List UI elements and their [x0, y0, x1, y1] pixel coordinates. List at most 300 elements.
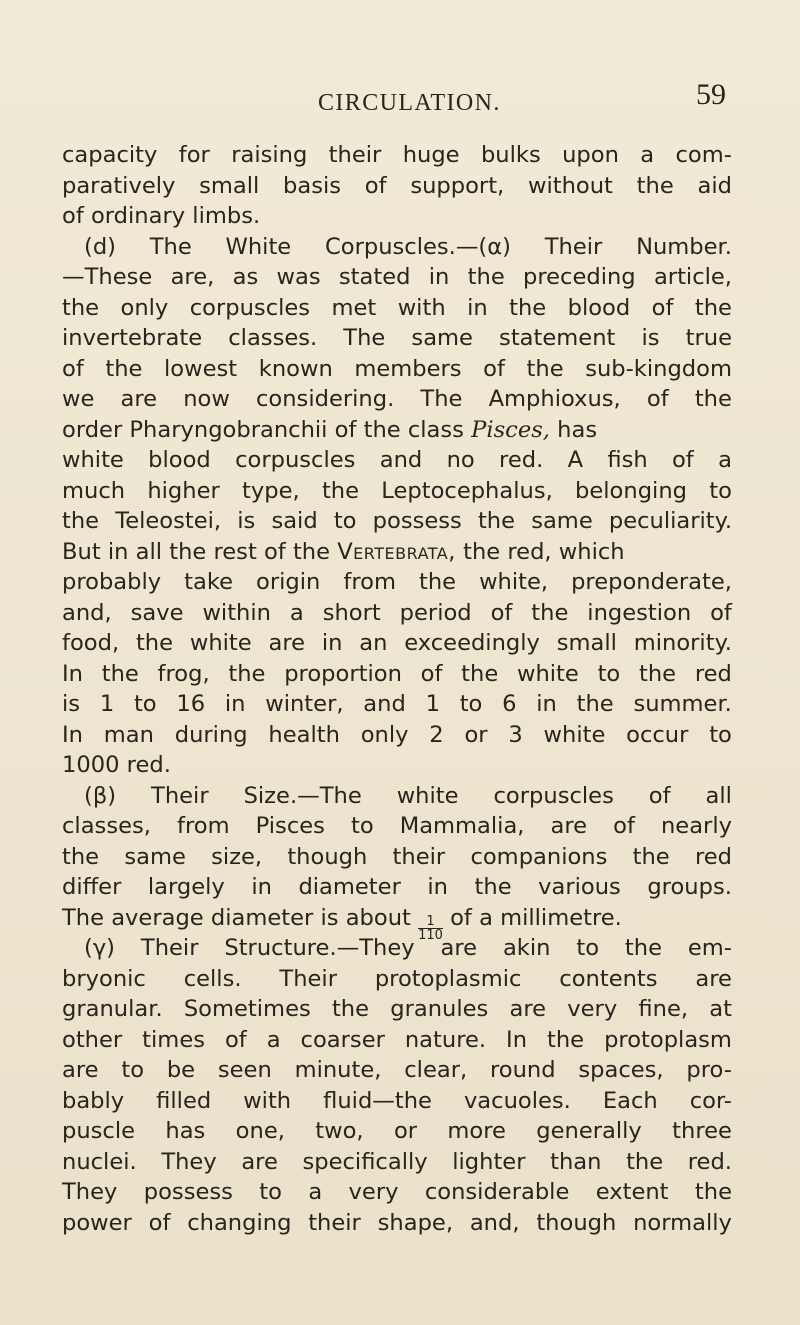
- word: met: [331, 294, 377, 321]
- word: of: [648, 782, 671, 809]
- word: groups.: [647, 874, 732, 900]
- word: protoplasm: [604, 1026, 732, 1053]
- word: winter,: [265, 691, 344, 717]
- word: the: [509, 294, 547, 321]
- text-line: [62, 1147, 732, 1178]
- text-span: The average diameter is about: [62, 904, 411, 931]
- word: are: [268, 630, 306, 656]
- word: with: [397, 294, 446, 321]
- word: are: [120, 386, 158, 412]
- word: specifically: [302, 1148, 428, 1175]
- word: spaces,: [578, 1057, 664, 1083]
- word: 3: [508, 721, 523, 748]
- fraction: [418, 915, 443, 942]
- word: largely: [147, 874, 225, 900]
- page-number: 59: [696, 78, 726, 111]
- word: of: [224, 1026, 247, 1053]
- word: contents: [559, 965, 658, 992]
- word: raising: [231, 142, 308, 168]
- text-line: [62, 384, 732, 415]
- word: fluid—the: [323, 1087, 432, 1114]
- word: the: [228, 660, 266, 687]
- word: 6: [502, 691, 517, 717]
- text-line: [62, 720, 732, 751]
- word: are: [509, 996, 547, 1022]
- text-line: [62, 781, 732, 812]
- word: of: [483, 355, 505, 382]
- word: to: [459, 691, 483, 717]
- word: for: [178, 142, 210, 168]
- word: in: [321, 630, 343, 656]
- word: 16: [176, 691, 206, 717]
- word: white: [516, 660, 579, 687]
- word: huge: [402, 142, 460, 168]
- text-line: [62, 1177, 732, 1208]
- word: white,: [479, 569, 549, 595]
- word: differ: [62, 874, 122, 900]
- word: true: [685, 325, 732, 351]
- word: A: [567, 447, 584, 473]
- word: in: [467, 294, 488, 321]
- word: Corpuscles.—(α): [324, 233, 511, 260]
- text-line: [62, 598, 732, 629]
- word: the: [694, 1179, 732, 1205]
- text-line: [62, 811, 732, 842]
- word: without: [527, 172, 613, 199]
- word: two,: [315, 1118, 364, 1144]
- word: lighter: [452, 1148, 526, 1175]
- word: are: [440, 935, 478, 961]
- word: higher: [147, 477, 220, 504]
- word: from: [343, 569, 396, 595]
- word: occur: [626, 721, 689, 748]
- word: red: [694, 843, 732, 870]
- word: nearly: [660, 813, 732, 839]
- word: shape,: [377, 1209, 454, 1236]
- word: than: [550, 1148, 602, 1175]
- word: a: [289, 599, 304, 626]
- word: and,: [469, 1209, 520, 1236]
- word: period: [399, 599, 472, 626]
- word: The: [420, 386, 463, 412]
- word: Sometimes: [183, 996, 311, 1022]
- word: a: [308, 1179, 323, 1205]
- word: more: [447, 1118, 506, 1144]
- word: to: [350, 813, 374, 839]
- text-line: [62, 476, 732, 507]
- text-line: [62, 354, 732, 385]
- word: and: [363, 691, 406, 717]
- text-line: [62, 262, 732, 293]
- word: was: [276, 264, 321, 290]
- fraction-numerator: 1: [418, 915, 443, 929]
- word: be: [166, 1057, 196, 1083]
- word: in: [536, 691, 557, 717]
- word: to: [597, 660, 621, 687]
- word: all: [705, 782, 732, 809]
- word: are: [62, 1057, 99, 1083]
- word: frog,: [157, 660, 210, 687]
- word: the: [624, 935, 662, 961]
- word: the: [62, 294, 100, 321]
- word: the: [105, 355, 143, 382]
- word: pro-: [686, 1057, 732, 1083]
- word: with: [243, 1087, 292, 1114]
- word: of: [613, 813, 635, 839]
- word: red: [694, 660, 732, 687]
- word: though: [536, 1209, 617, 1236]
- word: of: [420, 660, 443, 687]
- word: to: [709, 721, 732, 748]
- word: preponderate,: [571, 569, 732, 595]
- word: belonging: [575, 477, 687, 504]
- word: com-: [675, 142, 732, 168]
- word: seen: [217, 1057, 272, 1083]
- text-line: [62, 1116, 732, 1147]
- word: statement: [499, 325, 616, 351]
- word: exceedingly: [404, 630, 540, 656]
- word: only: [120, 294, 169, 321]
- word: various: [538, 874, 621, 900]
- text-line: [62, 1025, 732, 1056]
- word: of: [490, 599, 513, 626]
- word: basis: [283, 172, 342, 199]
- text-line: [62, 323, 732, 354]
- text-line: [62, 659, 732, 690]
- word: diameter: [298, 874, 401, 900]
- word: of: [651, 294, 674, 321]
- text-span: But in all the rest of the: [62, 538, 331, 565]
- word: an: [359, 630, 388, 656]
- word: Leptocephalus,: [381, 477, 553, 504]
- body-text: [62, 140, 732, 1238]
- word: other: [62, 1026, 123, 1053]
- word: in: [251, 874, 272, 900]
- text-line: [62, 628, 732, 659]
- word: type,: [242, 477, 300, 504]
- word: nature.: [404, 1026, 487, 1053]
- word: white: [189, 630, 252, 656]
- word: the: [531, 599, 569, 626]
- word: a: [640, 142, 655, 168]
- word: Their: [544, 233, 603, 260]
- word: though: [287, 843, 368, 870]
- word: and: [379, 447, 423, 473]
- word: of: [671, 447, 694, 473]
- word: Pisces: [255, 813, 325, 839]
- word: They: [161, 1148, 217, 1175]
- word: the: [526, 355, 564, 382]
- word: Each: [602, 1087, 658, 1114]
- word: their: [308, 1209, 361, 1236]
- word: times: [142, 1026, 205, 1053]
- word: aid: [697, 172, 732, 199]
- word: bryonic: [62, 965, 146, 992]
- word: the: [461, 660, 499, 687]
- word: three: [672, 1118, 732, 1144]
- word: one,: [235, 1118, 285, 1144]
- word: (d): [84, 233, 116, 260]
- word: nuclei.: [62, 1148, 137, 1175]
- word: Mammalia,: [399, 813, 525, 839]
- text-line: [62, 689, 732, 720]
- word: of: [710, 599, 732, 626]
- word: coarser: [300, 1026, 385, 1053]
- word: changing: [187, 1209, 292, 1236]
- word: white: [543, 721, 606, 748]
- word: 2: [429, 721, 444, 748]
- word: said: [271, 508, 318, 534]
- word: vacuoles.: [463, 1087, 571, 1114]
- word: the: [694, 386, 732, 412]
- word: we: [62, 386, 95, 412]
- text-line: [62, 1086, 732, 1117]
- text-span: of a millimetre.: [450, 904, 622, 931]
- word: from: [177, 813, 230, 839]
- word: food,: [62, 630, 120, 656]
- word: support,: [410, 172, 505, 199]
- word: Their: [140, 935, 199, 961]
- word: or: [464, 721, 488, 748]
- word: peculiarity.: [608, 508, 732, 534]
- text-span: the red, which: [463, 538, 625, 565]
- word: or: [393, 1118, 418, 1144]
- word: article,: [653, 264, 732, 290]
- word: the: [331, 996, 370, 1022]
- word: generally: [536, 1118, 642, 1144]
- word: members: [354, 355, 462, 382]
- word: very: [348, 1179, 399, 1205]
- running-head: [0, 72, 800, 120]
- text-line: 1000 red.: [62, 752, 171, 778]
- word: In: [62, 660, 83, 687]
- word: filled: [156, 1087, 212, 1114]
- word: paratively: [62, 172, 176, 199]
- text-line: [62, 1055, 732, 1086]
- word: cor-: [689, 1087, 732, 1114]
- text-line: [62, 567, 732, 598]
- word: origin: [256, 569, 321, 595]
- word: granules: [390, 996, 489, 1022]
- word: probably: [62, 569, 162, 595]
- word: a: [718, 447, 732, 473]
- word: proportion: [284, 660, 402, 687]
- word: are: [695, 965, 732, 992]
- word: and,: [62, 599, 112, 626]
- word: Amphioxus,: [488, 386, 621, 412]
- word: same: [411, 325, 473, 351]
- word: is: [641, 325, 660, 351]
- word: health: [268, 721, 340, 748]
- word: the: [626, 1148, 664, 1175]
- word: extent: [595, 1179, 669, 1205]
- word: the: [576, 691, 614, 717]
- word: the: [474, 874, 512, 900]
- word: within: [202, 599, 271, 626]
- word: to: [259, 1179, 282, 1205]
- word: the: [632, 843, 670, 870]
- word: to: [121, 1057, 145, 1083]
- word: red.: [687, 1148, 732, 1175]
- word: the: [638, 660, 677, 687]
- word: the: [467, 264, 505, 290]
- word: no: [446, 447, 475, 473]
- word: White: [225, 233, 292, 260]
- word: granular.: [62, 996, 163, 1022]
- word: Number.: [636, 233, 732, 260]
- word: protoplasmic: [374, 965, 522, 992]
- word: take: [184, 569, 234, 595]
- word: minute,: [294, 1057, 382, 1083]
- word: Their: [151, 782, 209, 809]
- word: of: [646, 386, 669, 412]
- word: em-: [687, 935, 732, 961]
- word: a: [266, 1026, 281, 1053]
- word: the: [477, 508, 516, 534]
- word: corpuscles: [189, 294, 311, 321]
- word: Size.—The: [243, 782, 362, 809]
- small-caps-term: Vertebrata,: [337, 538, 456, 565]
- word: their: [328, 142, 382, 168]
- word: save: [130, 599, 184, 626]
- word: minority.: [633, 630, 732, 656]
- word: akin: [502, 935, 551, 961]
- text-line: [62, 537, 732, 568]
- word: power: [62, 1209, 132, 1236]
- word: the: [101, 660, 139, 687]
- word: companions: [470, 843, 608, 870]
- word: the: [321, 477, 360, 504]
- text-line: [62, 140, 732, 171]
- word: are: [241, 1148, 278, 1175]
- word: The: [343, 325, 386, 351]
- word: white: [62, 447, 124, 473]
- word: is: [237, 508, 256, 534]
- word: the: [62, 508, 100, 534]
- word: same: [124, 843, 186, 870]
- word: the: [547, 1026, 585, 1053]
- word: the: [62, 843, 100, 870]
- word: clear,: [404, 1057, 468, 1083]
- text-line: [62, 293, 732, 324]
- word: size,: [211, 843, 263, 870]
- word: possess: [372, 508, 462, 534]
- word: in: [427, 874, 448, 900]
- word: capacity: [62, 142, 158, 168]
- word: normally: [633, 1209, 732, 1236]
- word: of: [148, 1209, 171, 1236]
- word: very: [567, 996, 618, 1022]
- word: their: [392, 843, 446, 870]
- word: ingestion: [587, 599, 692, 626]
- word: the: [418, 569, 457, 595]
- word: stated: [338, 264, 411, 290]
- word: (β): [84, 782, 117, 809]
- word: blood: [148, 447, 211, 473]
- word: to: [576, 935, 600, 961]
- text-line: [62, 903, 732, 943]
- word: red.: [499, 447, 544, 473]
- word: corpuscles: [235, 447, 356, 473]
- word: possess: [143, 1179, 233, 1205]
- word: much: [62, 477, 126, 504]
- word: sub-kingdom: [585, 355, 732, 382]
- word: They: [62, 1179, 118, 1205]
- word: (γ): [84, 935, 116, 961]
- word: fish: [607, 447, 648, 473]
- fraction-denominator: 110: [418, 927, 443, 943]
- text-span: has: [557, 416, 598, 443]
- word: now: [183, 386, 230, 412]
- word: known: [258, 355, 333, 382]
- word: to: [133, 691, 157, 717]
- word: In: [506, 1026, 528, 1053]
- text-line: [62, 994, 732, 1025]
- word: are: [550, 813, 588, 839]
- word: considerable: [424, 1179, 570, 1205]
- word: blood: [567, 294, 631, 321]
- word: lowest: [164, 355, 238, 382]
- word: round: [489, 1057, 556, 1083]
- text-line: [62, 1208, 732, 1239]
- text-line: [62, 933, 732, 964]
- word: classes.: [228, 325, 318, 351]
- text-line: [62, 171, 732, 202]
- word: the: [135, 630, 174, 656]
- word: man: [103, 721, 154, 748]
- word: cells.: [183, 965, 242, 992]
- word: during: [174, 721, 248, 748]
- word: are,: [170, 264, 215, 290]
- word: puscle: [62, 1118, 136, 1144]
- word: of: [62, 355, 84, 382]
- word: fine,: [638, 996, 689, 1022]
- word: the: [694, 294, 732, 321]
- word: bably: [62, 1087, 125, 1114]
- word: as: [232, 264, 259, 290]
- text-line: [62, 872, 732, 903]
- word: to: [333, 508, 357, 534]
- text-line: [62, 415, 732, 446]
- word: invertebrate: [62, 325, 203, 351]
- word: in: [224, 691, 246, 717]
- word: in: [428, 264, 450, 290]
- text-line: [62, 445, 732, 476]
- word: same: [531, 508, 593, 534]
- word: considering.: [255, 386, 395, 412]
- text-line: [62, 232, 732, 263]
- word: has: [165, 1118, 206, 1144]
- word: short: [322, 599, 381, 626]
- word: 1: [99, 691, 115, 717]
- text-line: [62, 964, 732, 995]
- word: at: [709, 996, 732, 1022]
- word: white: [396, 782, 459, 809]
- word: only: [360, 721, 409, 748]
- word: corpuscles: [493, 782, 614, 809]
- text-line: [62, 842, 732, 873]
- word: upon: [562, 142, 619, 168]
- word: classes,: [62, 813, 151, 839]
- word: Structure.—They: [224, 935, 415, 961]
- word: 1: [425, 691, 440, 717]
- text-line: [62, 506, 732, 537]
- word: summer.: [633, 691, 732, 717]
- word: small: [199, 172, 260, 199]
- word: The: [149, 233, 192, 260]
- text-line: of ordinary limbs.: [62, 203, 261, 229]
- word: of: [364, 172, 387, 199]
